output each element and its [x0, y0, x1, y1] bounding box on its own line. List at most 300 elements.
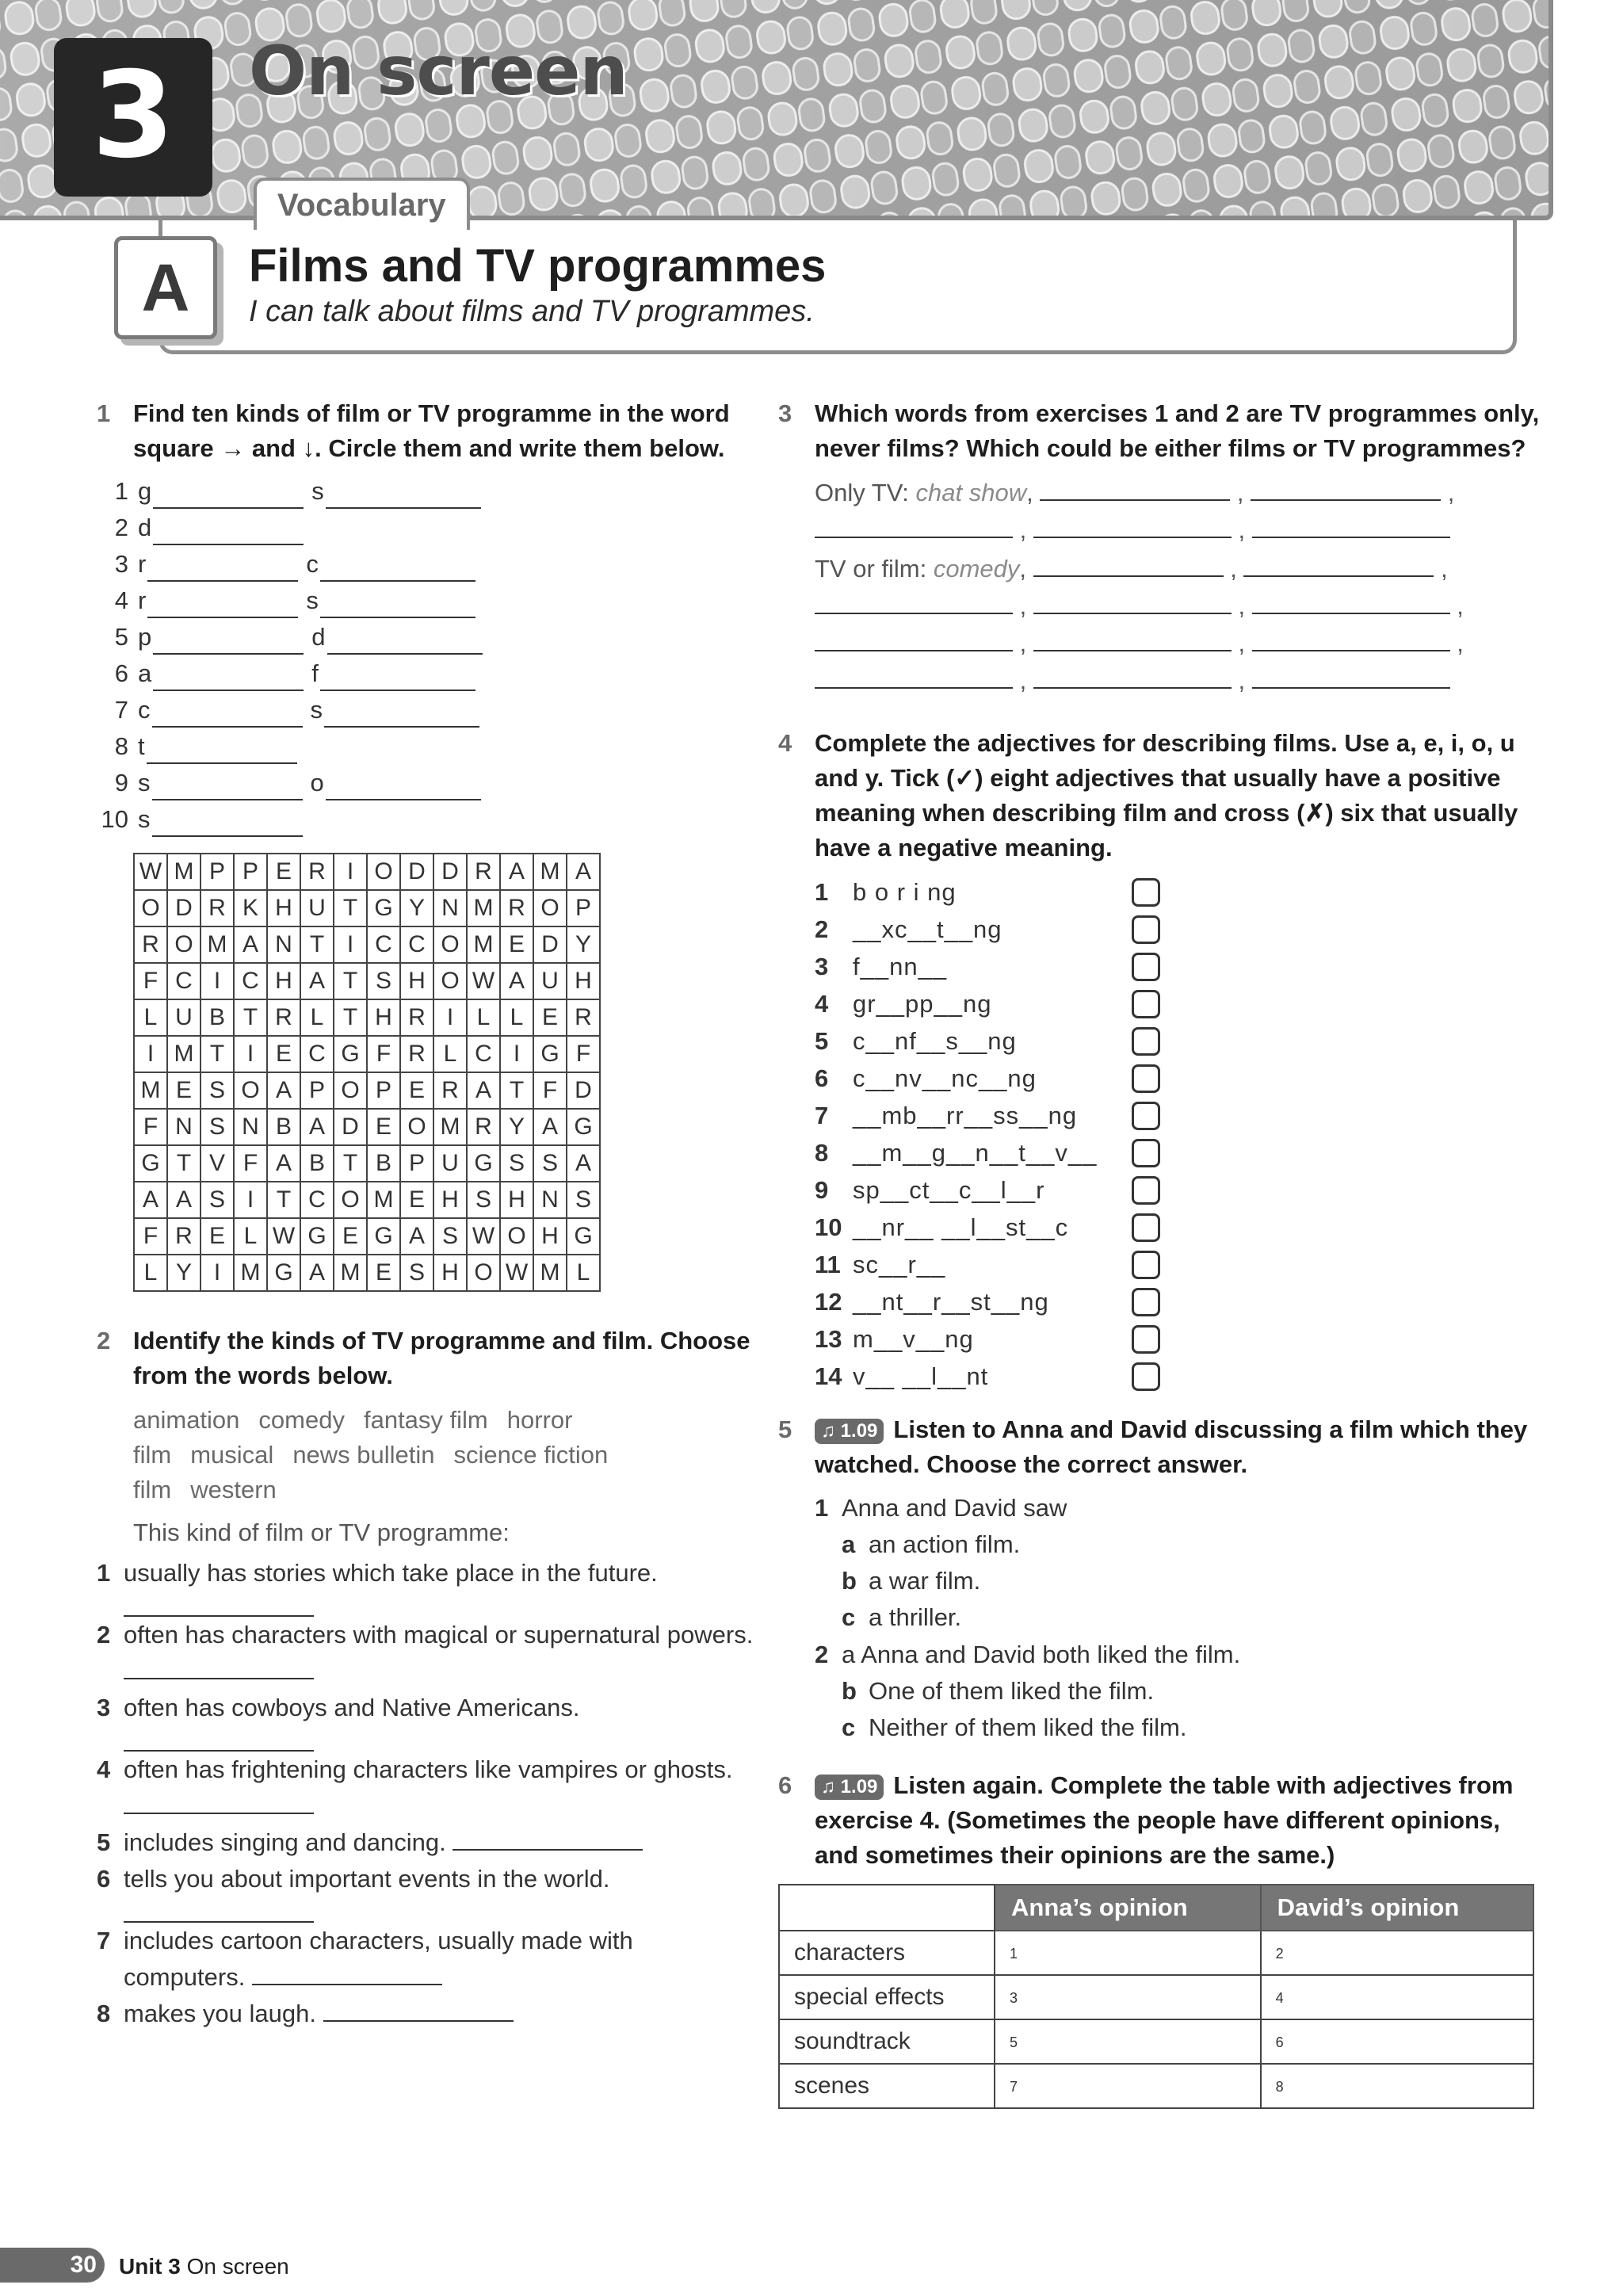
word-square-cell[interactable]: T — [500, 1072, 533, 1109]
answer-blank[interactable] — [153, 483, 304, 509]
answer-second-word — [311, 656, 475, 691]
word-square-cell[interactable]: L — [234, 1218, 267, 1255]
word-square-cell[interactable]: E — [533, 999, 567, 1036]
answer-first-word — [138, 620, 304, 655]
word-square-cell[interactable]: G — [367, 1218, 400, 1255]
word-square-cell[interactable]: M — [134, 1072, 167, 1109]
answer-cell[interactable]: 2 — [1261, 1931, 1533, 1975]
question-stem: usually has stories which take place in the future. — [124, 1559, 658, 1587]
adjective-gapped[interactable]: f__nn__ — [853, 952, 948, 980]
word-square-cell[interactable]: S — [367, 963, 400, 999]
word-square-cell[interactable]: E — [200, 1218, 234, 1255]
word-square-cell[interactable]: A — [467, 1072, 500, 1109]
word-square-cell[interactable]: U — [167, 999, 200, 1036]
word-square-cell[interactable]: B — [300, 1145, 334, 1182]
word-square-cell[interactable]: R — [433, 1072, 467, 1109]
audio-track-badge[interactable]: ♫ 1.09 — [815, 1775, 884, 1800]
word-square-cell[interactable]: A — [533, 1109, 567, 1145]
word-square-cell[interactable]: L — [467, 999, 500, 1036]
answer-row — [97, 545, 754, 582]
audio-track-badge[interactable]: ♫ 1.09 — [815, 1419, 884, 1444]
item-number: 9 — [815, 1175, 829, 1204]
word-square-cell[interactable]: P — [234, 854, 267, 890]
adjective-gapped[interactable]: __m__g__n__t__v__ — [853, 1138, 1098, 1167]
word-square-cell[interactable]: C — [400, 926, 433, 963]
answer-cell[interactable]: 1 — [995, 1931, 1261, 1975]
word-square-cell[interactable]: H — [500, 1182, 533, 1218]
word-square-cell[interactable]: H — [533, 1218, 567, 1255]
answer-cell[interactable]: 8 — [1261, 2064, 1533, 2108]
word-square-cell[interactable]: G — [134, 1145, 167, 1182]
word-square-cell[interactable]: C — [300, 1036, 334, 1072]
first-letter: d — [311, 623, 326, 651]
word-square-cell[interactable]: R — [200, 890, 234, 926]
word-square-cell[interactable]: G — [567, 1109, 600, 1145]
word-square-cell[interactable]: N — [533, 1182, 567, 1218]
word-square-cell[interactable]: T — [267, 1182, 300, 1218]
exercise-instruction: Listen to Anna and David discussing a film which they watched. Choose the correct answer. — [815, 1415, 1528, 1478]
word-square-cell[interactable]: T — [334, 963, 367, 999]
word-square-cell[interactable]: R — [300, 854, 334, 890]
answer-blank[interactable] — [147, 739, 297, 764]
word-square-cell[interactable]: R — [400, 1036, 433, 1072]
answer-blank[interactable] — [1252, 513, 1450, 538]
tick-cross-box[interactable] — [1132, 915, 1160, 944]
tick-cross-box[interactable] — [1132, 1102, 1160, 1130]
answer-blank[interactable] — [124, 1591, 314, 1617]
word-square-cell[interactable]: R — [400, 999, 433, 1036]
answer-blank[interactable] — [252, 1960, 442, 1985]
answer-blank[interactable] — [323, 1996, 514, 2022]
answer-blank[interactable] — [320, 556, 475, 582]
word-square-cell[interactable]: O — [134, 890, 167, 926]
word-square-cell[interactable]: L — [500, 999, 533, 1036]
word-square-cell[interactable]: G — [533, 1036, 567, 1072]
lesson-subtitle: I can talk about films and TV programmes. — [249, 295, 815, 328]
exercise-instruction: Which words from exercises 1 and 2 are TV programmes only, never films? Which could be either films or TV programmes? — [815, 399, 1540, 462]
word-square-cell[interactable]: I — [234, 1182, 267, 1218]
table-row — [779, 1975, 1533, 2019]
word-square-cell[interactable]: I — [200, 963, 234, 999]
word-square-cell[interactable]: S — [433, 1218, 467, 1255]
word-square-cell[interactable]: A — [267, 1145, 300, 1182]
word-square-cell[interactable]: A — [500, 854, 533, 890]
word-square-cell[interactable]: O — [533, 890, 567, 926]
answer-blank[interactable] — [327, 629, 483, 655]
word-square-cell[interactable]: O — [433, 963, 467, 999]
answer-option[interactable] — [842, 1710, 1547, 1746]
word-square-cell[interactable]: O — [367, 854, 400, 890]
option-letter[interactable]: a — [842, 1641, 861, 1668]
word-square-cell[interactable]: F — [134, 963, 167, 999]
word-square-cell[interactable]: H — [367, 999, 400, 1036]
word-square-cell[interactable]: P — [367, 1072, 400, 1109]
word-square-cell[interactable]: C — [367, 926, 400, 963]
word-square-cell[interactable]: A — [300, 1255, 334, 1291]
word-square-cell[interactable]: R — [134, 926, 167, 963]
word-square-row — [134, 1109, 600, 1145]
answer-blank[interactable] — [124, 1789, 314, 1814]
word-square-cell[interactable]: O — [400, 1109, 433, 1145]
tick-cross-box[interactable] — [1132, 1027, 1160, 1056]
answer-blank[interactable] — [320, 666, 475, 691]
word-square-cell[interactable]: A — [300, 1109, 334, 1145]
tick-cross-box[interactable] — [1132, 1325, 1160, 1354]
word-square-cell[interactable]: N — [433, 890, 467, 926]
answer-blank[interactable] — [152, 812, 303, 837]
word-square-cell[interactable]: D — [567, 1072, 600, 1109]
word-square-cell[interactable]: O — [500, 1218, 533, 1255]
word-square-cell[interactable]: U — [533, 963, 567, 999]
word-square-cell[interactable]: E — [400, 1072, 433, 1109]
table-header-cell: David’s opinion — [1261, 1885, 1533, 1931]
word-square-cell[interactable]: H — [267, 963, 300, 999]
word-square-cell[interactable]: O — [167, 926, 200, 963]
word-square-cell[interactable]: H — [433, 1182, 467, 1218]
word-square-cell[interactable]: S — [467, 1182, 500, 1218]
item-number: 2 — [815, 915, 829, 943]
tick-cross-box[interactable] — [1132, 1139, 1160, 1167]
word-square-cell[interactable]: L — [300, 999, 334, 1036]
word-square-cell[interactable]: I — [500, 1036, 533, 1072]
word-square-cell[interactable]: E — [267, 1036, 300, 1072]
word-square-cell[interactable]: P — [200, 854, 234, 890]
tick-cross-box[interactable] — [1132, 1288, 1160, 1316]
word-square-cell[interactable]: W — [134, 854, 167, 890]
answer-blank[interactable] — [1251, 476, 1441, 501]
exercise-1-answer-list — [97, 472, 754, 837]
word-square-cell[interactable]: B — [200, 999, 234, 1036]
word-square-cell[interactable]: I — [200, 1255, 234, 1291]
word-square-cell[interactable]: G — [567, 1218, 600, 1255]
word-square-cell[interactable]: U — [433, 1145, 467, 1182]
table-row — [779, 2019, 1533, 2064]
item-number: 13 — [815, 1324, 842, 1353]
word-square-cell[interactable]: S — [500, 1145, 533, 1182]
word-square-cell[interactable]: E — [267, 854, 300, 890]
adjective-gapped[interactable]: gr__pp__ng — [853, 989, 992, 1018]
word-square-cell[interactable]: A — [400, 1218, 433, 1255]
answer-blank[interactable] — [326, 483, 481, 509]
word-square-cell[interactable]: W — [467, 1218, 500, 1255]
word-square-cell[interactable]: Y — [500, 1109, 533, 1145]
word-square-cell[interactable]: D — [334, 1109, 367, 1145]
answer-option[interactable] — [842, 1673, 1547, 1710]
adjective-gapped[interactable]: c__nf__s__ng — [853, 1026, 1017, 1055]
option-letter: b — [842, 1567, 857, 1595]
word-square-cell[interactable]: W — [267, 1218, 300, 1255]
word-square-cell[interactable]: S — [200, 1182, 234, 1218]
row-label: characters — [779, 1931, 995, 1975]
word-square-cell[interactable]: Y — [167, 1255, 200, 1291]
word-square-cell[interactable]: F — [234, 1145, 267, 1182]
word-square-cell[interactable]: S — [200, 1072, 234, 1109]
answer-blank[interactable] — [326, 775, 481, 800]
answer-blank[interactable] — [815, 589, 1013, 614]
word-square-cell[interactable]: I — [134, 1036, 167, 1072]
question-stem: often has characters with magical or supernatural powers. — [124, 1621, 754, 1648]
word-square-cell[interactable]: S — [200, 1109, 234, 1145]
word-square-cell[interactable]: G — [300, 1218, 334, 1255]
answer-blank[interactable] — [453, 1825, 643, 1851]
answer-cell[interactable]: 6 — [1261, 2019, 1533, 2064]
word-square-cell[interactable]: D — [167, 890, 200, 926]
word-square-cell[interactable]: T — [334, 1145, 367, 1182]
answer-blank[interactable] — [815, 626, 1013, 651]
word-square-row — [134, 963, 600, 999]
question-stem: includes cartoon characters, usually made with computers. — [124, 1927, 633, 1991]
word-square-cell[interactable]: E — [367, 1109, 400, 1145]
item-number: 6 — [815, 1064, 829, 1092]
word-square-cell[interactable]: R — [467, 1109, 500, 1145]
adjective-gapped[interactable]: __mb__rr__ss__ng — [853, 1101, 1078, 1129]
word-square-cell[interactable]: M — [167, 854, 200, 890]
answer-first-word — [138, 583, 298, 618]
word-square-row — [134, 1255, 600, 1291]
word-square-cell[interactable]: R — [167, 1218, 200, 1255]
answer-blank[interactable] — [1033, 589, 1232, 614]
answer-blank[interactable] — [153, 520, 304, 545]
adjective-gapped[interactable]: __nr__ __l__st__c — [853, 1213, 1069, 1241]
item-number: 2 — [114, 514, 128, 541]
answer-blank[interactable] — [1040, 476, 1230, 501]
word-square-cell[interactable]: O — [334, 1182, 367, 1218]
answer-option[interactable] — [842, 1563, 1547, 1599]
exercise-4-heading — [778, 726, 1547, 865]
word-square-cell[interactable]: T — [334, 999, 367, 1036]
word-square-cell[interactable]: L — [433, 1036, 467, 1072]
word-square-cell[interactable]: S — [400, 1255, 433, 1291]
answer-blank[interactable] — [152, 702, 303, 728]
tick-cross-box[interactable] — [1132, 953, 1160, 981]
answer-blank[interactable] — [1033, 663, 1232, 689]
word-square-cell[interactable]: O — [467, 1255, 500, 1291]
word-square-cell[interactable]: F — [134, 1218, 167, 1255]
tick-cross-box[interactable] — [1132, 1064, 1160, 1093]
word-square-cell[interactable]: F — [567, 1036, 600, 1072]
word-square-cell[interactable]: O — [334, 1072, 367, 1109]
word-square-cell[interactable]: S — [567, 1182, 600, 1218]
word-square-cell[interactable]: M — [467, 926, 500, 963]
word-square-cell[interactable]: E — [367, 1255, 400, 1291]
answer-first-word — [138, 693, 303, 728]
word-square-cell[interactable]: C — [467, 1036, 500, 1072]
word-square-cell[interactable]: G — [334, 1036, 367, 1072]
word-square-row — [134, 1182, 600, 1218]
answer-blank[interactable] — [1033, 552, 1224, 577]
word-square-cell[interactable]: A — [300, 963, 334, 999]
word-square-cell[interactable]: A — [567, 854, 600, 890]
word-square-cell[interactable]: T — [167, 1145, 200, 1182]
exercise-number: 5 — [778, 1415, 792, 1443]
answer-first-word — [138, 510, 304, 545]
word-square-cell[interactable]: P — [400, 1145, 433, 1182]
adjective-gapped[interactable]: v__ __l__nt — [853, 1362, 989, 1390]
question-text — [124, 1861, 754, 1897]
adjective-gapped[interactable]: sp__ct__c__l__r — [853, 1175, 1045, 1204]
answer-cell[interactable]: 7 — [995, 2064, 1261, 2108]
word-square-cell[interactable]: R — [567, 999, 600, 1036]
answer-blank[interactable] — [320, 593, 475, 618]
word-square-cell[interactable]: P — [567, 890, 600, 926]
word-square-cell[interactable]: S — [533, 1145, 567, 1182]
adjective-row — [815, 1134, 1547, 1171]
answer-blank[interactable] — [1033, 626, 1232, 651]
adjective-gapped[interactable]: __xc__t__ng — [853, 915, 1002, 943]
word-square-cell[interactable]: C — [167, 963, 200, 999]
word-square-cell[interactable]: G — [467, 1145, 500, 1182]
word-square-cell[interactable]: I — [433, 999, 467, 1036]
word-square-cell[interactable]: E — [400, 1182, 433, 1218]
word-square-cell[interactable]: D — [433, 854, 467, 890]
word-square-cell[interactable]: N — [267, 926, 300, 963]
word-square-cell[interactable]: R — [267, 999, 300, 1036]
word-square-cell[interactable]: R — [500, 890, 533, 926]
tick-cross-box[interactable] — [1132, 1251, 1160, 1279]
word-square-cell[interactable]: T — [200, 1036, 234, 1072]
adjective-gapped[interactable]: c__nv__nc__ng — [853, 1064, 1037, 1092]
answer-blank[interactable] — [147, 556, 298, 582]
answer-blank[interactable] — [1033, 513, 1232, 538]
table-row — [779, 1931, 1533, 1975]
word-square-cell[interactable]: R — [467, 854, 500, 890]
word-square-cell[interactable]: H — [433, 1255, 467, 1291]
answer-blank[interactable] — [1252, 626, 1450, 651]
word-square-cell[interactable]: I — [234, 1036, 267, 1072]
word-bank — [133, 1403, 754, 1507]
word-square-cell[interactable]: M — [234, 1255, 267, 1291]
word-square-cell[interactable]: D — [400, 854, 433, 890]
adjective-gapped[interactable]: __nt__r__st__ng — [853, 1287, 1049, 1316]
word-square-cell[interactable]: V — [200, 1145, 234, 1182]
word-square-cell[interactable]: I — [334, 926, 367, 963]
word-square-cell[interactable]: E — [167, 1072, 200, 1109]
word-square-cell[interactable]: M — [433, 1109, 467, 1145]
word-square-cell[interactable]: T — [234, 999, 267, 1036]
answer-blank[interactable] — [152, 775, 303, 800]
tick-cross-box[interactable] — [1132, 1362, 1160, 1391]
answer-option[interactable] — [842, 1526, 1547, 1563]
answer-blank[interactable] — [153, 629, 304, 655]
word-square-cell[interactable]: A — [167, 1182, 200, 1218]
word-square-cell[interactable]: A — [267, 1072, 300, 1109]
answer-blank[interactable] — [815, 513, 1013, 538]
word-square-cell[interactable]: C — [300, 1182, 334, 1218]
word-square-cell[interactable]: Y — [567, 926, 600, 963]
answer-blank[interactable] — [153, 666, 304, 691]
word-square-cell[interactable]: L — [567, 1255, 600, 1291]
item-number: 10 — [101, 805, 128, 833]
answer-blank[interactable] — [1252, 589, 1450, 614]
word-square-cell[interactable]: F — [134, 1109, 167, 1145]
question-row — [97, 1824, 754, 1861]
word-square-cell[interactable]: L — [134, 999, 167, 1036]
word-square-cell[interactable]: B — [267, 1109, 300, 1145]
word-square-cell[interactable]: O — [433, 926, 467, 963]
word-square-cell[interactable]: I — [334, 854, 367, 890]
only-tv-block: Only TV: chat show, , , , , — [815, 474, 1547, 548]
item-number: 12 — [815, 1287, 842, 1316]
adjective-gapped[interactable]: m__v__ng — [853, 1324, 974, 1353]
word-square-cell[interactable]: U — [300, 890, 334, 926]
answer-blank[interactable] — [124, 1897, 314, 1923]
word-square-cell[interactable]: M — [200, 926, 234, 963]
tick-cross-box[interactable] — [1132, 990, 1160, 1018]
answer-row — [97, 582, 754, 618]
word-square-cell[interactable]: M — [334, 1255, 367, 1291]
answer-cell[interactable]: 3 — [995, 1975, 1261, 2019]
word-square-cell[interactable]: O — [234, 1072, 267, 1109]
unit-number-badge: 3 — [54, 38, 212, 197]
answer-blank[interactable] — [1252, 663, 1450, 689]
word-square-cell[interactable]: M — [367, 1182, 400, 1218]
word-square-cell[interactable]: P — [300, 1072, 334, 1109]
word-square-cell[interactable]: W — [500, 1255, 533, 1291]
word-square-cell[interactable]: N — [234, 1109, 267, 1145]
exercise-number: 4 — [778, 729, 792, 757]
word-square-cell[interactable]: G — [367, 890, 400, 926]
word-square-cell[interactable]: D — [533, 926, 567, 963]
word-square-cell[interactable]: T — [334, 890, 367, 926]
answer-blank[interactable] — [815, 663, 1013, 689]
word-square-cell[interactable]: M — [533, 854, 567, 890]
word-square-cell[interactable]: Y — [400, 890, 433, 926]
word-square-cell[interactable]: B — [367, 1145, 400, 1182]
word-square-cell[interactable]: G — [267, 1255, 300, 1291]
answer-blank[interactable] — [124, 1654, 314, 1679]
adjective-gapped[interactable]: b o r i ng — [853, 877, 957, 906]
answer-blank[interactable] — [124, 1726, 314, 1752]
word-square-cell[interactable]: F — [367, 1036, 400, 1072]
word-square-cell[interactable]: A — [500, 963, 533, 999]
word-square-cell[interactable]: H — [400, 963, 433, 999]
answer-cell[interactable]: 5 — [995, 2019, 1261, 2064]
answer-cell[interactable]: 4 — [1261, 1975, 1533, 2019]
word-bank-item: musical — [190, 1441, 274, 1469]
audio-track-number: 1.09 — [840, 1775, 878, 1797]
word-square-cell[interactable]: M — [167, 1036, 200, 1072]
adjective-gapped[interactable]: sc__r__ — [853, 1250, 946, 1278]
word-square-row — [134, 1072, 600, 1109]
tick-cross-box[interactable] — [1132, 1213, 1160, 1242]
word-square-cell[interactable]: C — [234, 963, 267, 999]
question-stem: tells you about important events in the world. — [124, 1865, 610, 1893]
answer-blank[interactable] — [1243, 552, 1434, 577]
word-square-cell[interactable]: T — [300, 926, 334, 963]
tick-cross-box[interactable] — [1132, 1176, 1160, 1205]
word-square-cell[interactable]: A — [134, 1182, 167, 1218]
word-square-cell[interactable]: A — [234, 926, 267, 963]
word-square-cell[interactable]: W — [467, 963, 500, 999]
word-square-cell[interactable]: N — [167, 1109, 200, 1145]
word-square-cell[interactable]: E — [334, 1218, 367, 1255]
word-square-cell[interactable]: H — [567, 963, 600, 999]
word-square-cell[interactable]: F — [533, 1072, 567, 1109]
word-square-cell[interactable]: M — [533, 1255, 567, 1291]
adjective-row — [815, 1060, 1547, 1097]
answer-option[interactable] — [842, 1599, 1547, 1636]
word-square-cell[interactable]: A — [567, 1145, 600, 1182]
item-number: 1 — [815, 877, 829, 906]
word-square-cell[interactable]: K — [234, 890, 267, 926]
word-square-cell[interactable]: M — [467, 890, 500, 926]
word-square-cell[interactable]: L — [134, 1255, 167, 1291]
answer-blank[interactable] — [147, 593, 298, 618]
answer-blank[interactable] — [324, 702, 479, 728]
tick-cross-box[interactable] — [1132, 878, 1160, 907]
word-square-cell[interactable]: H — [267, 890, 300, 926]
word-square-cell[interactable]: E — [500, 926, 533, 963]
